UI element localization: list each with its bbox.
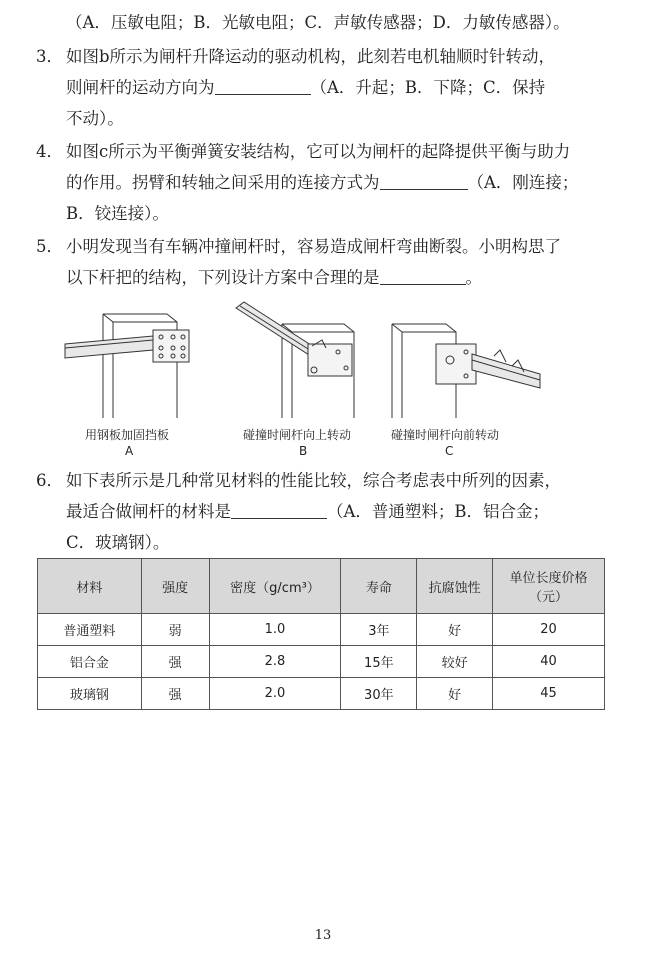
q4-line2 <box>66 172 578 194</box>
q5-text-line1: 小明发现当有车辆冲撞闸杆时，容易造成闸杆弯曲断裂。小明构思了 <box>66 237 561 256</box>
table-cell: 强 <box>141 646 209 678</box>
table-row <box>38 646 605 678</box>
q5-answer-blank[interactable] <box>380 268 466 285</box>
q6-number: 6． <box>36 471 63 490</box>
figure-a-letter: A <box>125 444 134 458</box>
table-row <box>38 678 605 710</box>
header-material: 材料 <box>38 559 142 614</box>
q3-number: 3． <box>36 47 63 66</box>
q5-text-line2-post: 。 <box>465 268 482 287</box>
figure-b-letter: B <box>299 444 308 458</box>
q6-text-line2-post: （A．普通塑料；B．铝合金； <box>327 502 550 521</box>
table-cell: 弱 <box>141 614 209 646</box>
table-cell: 玻璃钢 <box>38 678 142 710</box>
table-cell: 较好 <box>417 646 493 678</box>
q6-text-line3: C．玻璃钢）。 <box>66 533 170 552</box>
q6-text-line1: 如下表所示是几种常见材料的性能比较，综合考虑表中所列的因素， <box>66 471 561 490</box>
figure-c-letter: C <box>445 444 454 458</box>
table-cell: 好 <box>417 678 493 710</box>
header-density: 密度（g/cm³） <box>209 559 341 614</box>
table-cell: 30年 <box>341 678 417 710</box>
header-lifespan: 寿命 <box>341 559 417 614</box>
table-cell: 3年 <box>341 614 417 646</box>
table-cell: 45 <box>493 678 605 710</box>
table-cell: 2.8 <box>209 646 341 678</box>
q3-text-line2-pre: 则闸杆的运动方向为 <box>66 78 215 97</box>
table-cell: 好 <box>417 614 493 646</box>
table-header-row <box>38 559 605 614</box>
q4-text-line2-post: （A．刚连接； <box>467 173 579 192</box>
table-cell: 强 <box>141 678 209 710</box>
figure-c-caption: 碰撞时闸杆向前转动 <box>391 428 500 442</box>
design-figures <box>55 300 615 465</box>
q2-options-line: （A．压敏电阻；B．光敏电阻；C．声敏传感器；D．力敏传感器）。 <box>66 13 570 32</box>
q4-text-line2-pre: 的作用。拐臂和转轴之间采用的连接方式为 <box>66 173 380 192</box>
header-corrosion: 抗腐蚀性 <box>417 559 493 614</box>
q3-text-line3: 不动）。 <box>66 109 124 128</box>
header-price: 单位长度价格（元） <box>493 559 605 614</box>
table-cell: 20 <box>493 614 605 646</box>
table-row <box>38 614 605 646</box>
q4-text-line3: B．铰连接）。 <box>66 204 169 223</box>
figure-b-caption: 碰撞时闸杆向上转动 <box>243 428 352 442</box>
q3-text-line2-post: （A．升起；B．下降；C．保持 <box>310 78 546 97</box>
figure-b-illustration <box>230 300 370 420</box>
table-cell: 普通塑料 <box>38 614 142 646</box>
figure-c-illustration <box>390 300 550 420</box>
table-cell: 1.0 <box>209 614 341 646</box>
q3-answer-blank[interactable] <box>215 78 311 95</box>
table-cell: 2.0 <box>209 678 341 710</box>
figure-a-caption: 用钢板加固挡板 <box>85 428 170 442</box>
q5-line2 <box>66 267 482 289</box>
page-number: 13 <box>314 928 332 943</box>
table-cell: 铝合金 <box>38 646 142 678</box>
figure-a-illustration <box>55 300 195 420</box>
q5-number: 5． <box>36 237 63 256</box>
q5-text-line2-pre: 以下杆把的结构，下列设计方案中合理的是 <box>66 268 380 287</box>
header-strength: 强度 <box>141 559 209 614</box>
q3-line2 <box>66 77 545 99</box>
materials-table <box>37 558 605 710</box>
q6-text-line2-pre: 最适合做闸杆的材料是 <box>66 502 231 521</box>
q3-text-line1: 如图b所示为闸杆升降运动的驱动机构，此刻若电机轴顺时针转动， <box>66 47 556 66</box>
q4-number: 4． <box>36 142 63 161</box>
q6-line2 <box>66 501 549 523</box>
table-cell: 40 <box>493 646 605 678</box>
table-cell: 15年 <box>341 646 417 678</box>
q6-answer-blank[interactable] <box>231 502 327 519</box>
q4-answer-blank[interactable] <box>380 173 468 190</box>
q4-text-line1: 如图c所示为平衡弹簧安装结构，它可以为闸杆的起降提供平衡与助力 <box>66 142 571 161</box>
